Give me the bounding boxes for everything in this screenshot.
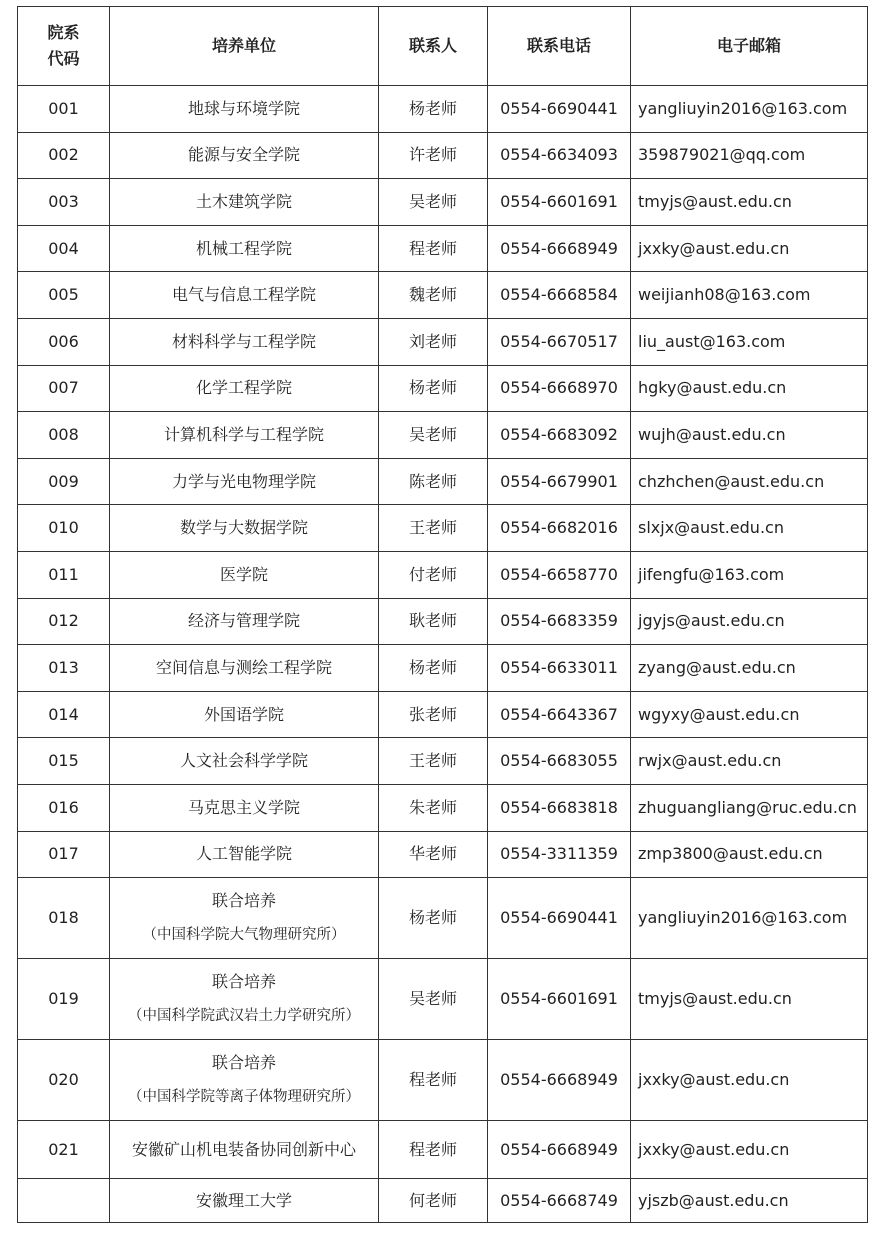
person-cell: 陈老师 <box>379 458 488 505</box>
person-cell: 魏老师 <box>379 272 488 319</box>
phone-cell: 0554-6690441 <box>488 86 631 133</box>
person-cell: 杨老师 <box>379 878 488 959</box>
unit-name: 外国语学院 <box>203 704 284 724</box>
unit-cell <box>110 365 379 412</box>
code-cell: 007 <box>18 365 110 412</box>
code-cell: 010 <box>18 505 110 552</box>
phone-cell: 0554-6601691 <box>488 179 631 226</box>
phone-cell: 0554-6633011 <box>488 645 631 692</box>
phone-cell: 0554-6601691 <box>488 959 631 1040</box>
unit-name: 机械工程学院 <box>195 238 292 258</box>
email-cell: jgyjs@aust.edu.cn <box>631 598 868 645</box>
code-cell: 019 <box>18 959 110 1040</box>
person-cell: 吴老师 <box>379 412 488 459</box>
person-cell: 吴老师 <box>379 179 488 226</box>
email-cell: jxxky@aust.edu.cn <box>631 1040 868 1121</box>
code-cell: 012 <box>18 598 110 645</box>
table-row <box>18 412 868 459</box>
unit-name: 医学院 <box>219 564 268 584</box>
code-cell: 004 <box>18 225 110 272</box>
unit-name: 人文社会科学学院 <box>179 751 308 771</box>
table-row <box>18 272 868 319</box>
footer-code-cell <box>18 1179 110 1223</box>
header-unit: 培养单位 <box>110 7 379 86</box>
email-cell: rwjx@aust.edu.cn <box>631 738 868 785</box>
table-row <box>18 1121 868 1179</box>
email-cell: liu_aust@163.com <box>631 318 868 365</box>
phone-cell: 0554-6668584 <box>488 272 631 319</box>
email-cell: slxjx@aust.edu.cn <box>631 505 868 552</box>
table-row <box>18 691 868 738</box>
code-cell: 002 <box>18 132 110 179</box>
email-cell: yangliuyin2016@163.com <box>631 878 868 959</box>
table-row <box>18 86 868 133</box>
phone-cell: 0554-6668949 <box>488 1121 631 1179</box>
email-cell: jifengfu@163.com <box>631 551 868 598</box>
person-cell: 许老师 <box>379 132 488 179</box>
email-cell: yangliuyin2016@163.com <box>631 86 868 133</box>
unit-name: 电气与信息工程学院 <box>171 285 316 305</box>
unit-cell <box>110 784 379 831</box>
unit-name: 计算机科学与工程学院 <box>163 424 324 444</box>
table-row <box>18 551 868 598</box>
unit-cell <box>110 318 379 365</box>
unit-institute: （中国科学院武汉岩土力学研究所） <box>128 1008 360 1025</box>
table-row <box>18 179 868 226</box>
email-cell: tmyjs@aust.edu.cn <box>631 959 868 1040</box>
unit-cell <box>110 831 379 878</box>
unit-name: 土木建筑学院 <box>195 191 292 211</box>
person-cell: 刘老师 <box>379 318 488 365</box>
person-cell: 耿老师 <box>379 598 488 645</box>
code-cell: 020 <box>18 1040 110 1121</box>
person-cell: 付老师 <box>379 551 488 598</box>
unit-institute: （中国科学院等离子体物理研究所） <box>128 1089 360 1106</box>
unit-cell <box>110 691 379 738</box>
unit-cell <box>110 959 379 1040</box>
unit-name: 力学与光电物理学院 <box>171 471 316 491</box>
unit-cell <box>110 272 379 319</box>
phone-cell: 0554-6683818 <box>488 784 631 831</box>
code-cell: 001 <box>18 86 110 133</box>
code-cell: 006 <box>18 318 110 365</box>
code-cell: 014 <box>18 691 110 738</box>
phone-cell: 0554-6683092 <box>488 412 631 459</box>
code-cell: 017 <box>18 831 110 878</box>
code-cell: 016 <box>18 784 110 831</box>
table-row <box>18 505 868 552</box>
person-cell: 华老师 <box>379 831 488 878</box>
unit-cell <box>110 225 379 272</box>
table-row <box>18 458 868 505</box>
table-row <box>18 318 868 365</box>
code-cell: 003 <box>18 179 110 226</box>
header-person: 联系人 <box>379 7 488 86</box>
person-cell: 朱老师 <box>379 784 488 831</box>
phone-cell: 0554-6682016 <box>488 505 631 552</box>
phone-cell: 0554-6670517 <box>488 318 631 365</box>
unit-cell <box>110 86 379 133</box>
unit-cell <box>110 1040 379 1121</box>
unit-cell <box>110 179 379 226</box>
header-code: 院系 代码 <box>18 7 110 86</box>
footer-unit-cell: 安徽理工大学 <box>110 1179 379 1223</box>
table-row <box>18 645 868 692</box>
footer-email-cell: yjszb@aust.edu.cn <box>631 1179 868 1223</box>
table-row <box>18 831 868 878</box>
person-cell: 王老师 <box>379 738 488 785</box>
table-body <box>18 86 868 1223</box>
phone-cell: 0554-6690441 <box>488 878 631 959</box>
code-cell: 009 <box>18 458 110 505</box>
unit-name: 材料科学与工程学院 <box>171 331 316 351</box>
code-cell: 008 <box>18 412 110 459</box>
person-cell: 程老师 <box>379 1121 488 1179</box>
table-row <box>18 365 868 412</box>
unit-cell <box>110 551 379 598</box>
unit-cell <box>110 412 379 459</box>
email-cell: 359879021@qq.com <box>631 132 868 179</box>
person-cell: 吴老师 <box>379 959 488 1040</box>
footer-person-cell: 何老师 <box>379 1179 488 1223</box>
person-cell: 程老师 <box>379 225 488 272</box>
contact-table <box>17 6 868 1223</box>
phone-cell: 0554-3311359 <box>488 831 631 878</box>
summary-row <box>18 1179 868 1223</box>
email-cell: zmp3800@aust.edu.cn <box>631 831 868 878</box>
phone-cell: 0554-6683359 <box>488 598 631 645</box>
email-cell: jxxky@aust.edu.cn <box>631 1121 868 1179</box>
footer-phone-cell: 0554-6668749 <box>488 1179 631 1223</box>
unit-name: 联合培养 <box>211 891 276 911</box>
unit-cell <box>110 738 379 785</box>
phone-cell: 0554-6658770 <box>488 551 631 598</box>
email-cell: zyang@aust.edu.cn <box>631 645 868 692</box>
unit-cell <box>110 1121 379 1179</box>
table-row <box>18 784 868 831</box>
table-row <box>18 598 868 645</box>
unit-name: 马克思主义学院 <box>187 797 300 817</box>
phone-cell: 0554-6668970 <box>488 365 631 412</box>
table-row <box>18 132 868 179</box>
email-cell: weijianh08@163.com <box>631 272 868 319</box>
table-row <box>18 1040 868 1121</box>
unit-name: 空间信息与测绘工程学院 <box>155 657 332 677</box>
email-cell: jxxky@aust.edu.cn <box>631 225 868 272</box>
unit-cell <box>110 878 379 959</box>
unit-cell <box>110 132 379 179</box>
unit-name: 数学与大数据学院 <box>179 518 308 538</box>
unit-cell <box>110 645 379 692</box>
code-cell: 021 <box>18 1121 110 1179</box>
unit-name: 化学工程学院 <box>195 378 292 398</box>
code-cell: 015 <box>18 738 110 785</box>
unit-name: 人工智能学院 <box>195 844 292 864</box>
unit-name: 地球与环境学院 <box>187 98 300 118</box>
header-row <box>18 7 868 86</box>
person-cell: 杨老师 <box>379 86 488 133</box>
unit-cell <box>110 598 379 645</box>
table-row <box>18 959 868 1040</box>
code-cell: 011 <box>18 551 110 598</box>
phone-cell: 0554-6643367 <box>488 691 631 738</box>
person-cell: 杨老师 <box>379 365 488 412</box>
table-row <box>18 878 868 959</box>
email-cell: chzhchen@aust.edu.cn <box>631 458 868 505</box>
header-email: 电子邮箱 <box>631 7 868 86</box>
unit-institute: （中国科学院大气物理研究所） <box>142 927 346 944</box>
phone-cell: 0554-6683055 <box>488 738 631 785</box>
person-cell: 程老师 <box>379 1040 488 1121</box>
unit-name: 能源与安全学院 <box>187 145 300 165</box>
table-row <box>18 225 868 272</box>
email-cell: hgky@aust.edu.cn <box>631 365 868 412</box>
phone-cell: 0554-6634093 <box>488 132 631 179</box>
code-cell: 013 <box>18 645 110 692</box>
email-cell: zhuguangliang@ruc.edu.cn <box>631 784 868 831</box>
code-cell: 005 <box>18 272 110 319</box>
unit-cell <box>110 458 379 505</box>
email-cell: wgyxy@aust.edu.cn <box>631 691 868 738</box>
phone-cell: 0554-6679901 <box>488 458 631 505</box>
code-cell: 018 <box>18 878 110 959</box>
phone-cell: 0554-6668949 <box>488 225 631 272</box>
unit-cell <box>110 505 379 552</box>
unit-name: 联合培养 <box>211 1053 276 1073</box>
email-cell: wujh@aust.edu.cn <box>631 412 868 459</box>
table-row <box>18 738 868 785</box>
unit-name: 安徽矿山机电装备协同创新中心 <box>131 1139 356 1159</box>
unit-name: 联合培养 <box>211 972 276 992</box>
unit-name: 经济与管理学院 <box>187 611 300 631</box>
header-phone: 联系电话 <box>488 7 631 86</box>
person-cell: 王老师 <box>379 505 488 552</box>
person-cell: 杨老师 <box>379 645 488 692</box>
phone-cell: 0554-6668949 <box>488 1040 631 1121</box>
email-cell: tmyjs@aust.edu.cn <box>631 179 868 226</box>
person-cell: 张老师 <box>379 691 488 738</box>
